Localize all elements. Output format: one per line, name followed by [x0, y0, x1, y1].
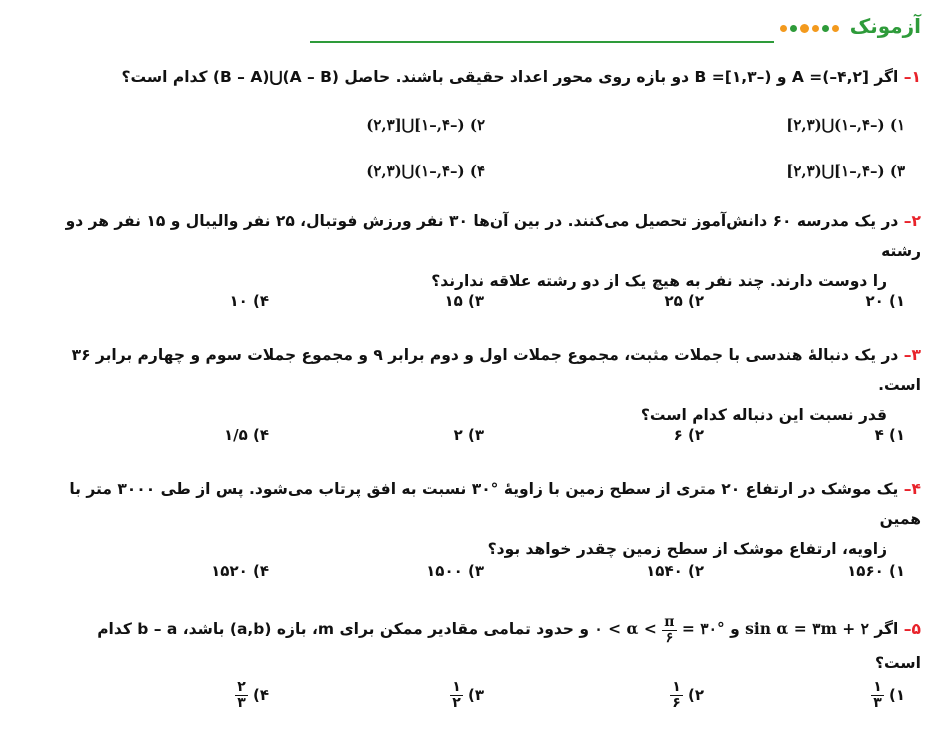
q5-option-4[interactable]	[235, 680, 269, 711]
option-label: ۳)	[467, 686, 484, 704]
q3-option-4[interactable]: ۴) ۱/۵	[223, 426, 269, 444]
option-label: ۲)	[687, 686, 704, 704]
equation-sin: sin α = ۳m + ۲	[745, 619, 869, 638]
fraction-denominator: ۶	[665, 629, 674, 646]
option-fraction: $\frac{۱}{۶}$	[672, 679, 681, 711]
question-line-2: زاویه، ارتفاع موشک از سطح زمین چقدر خواهد بود؟	[487, 540, 887, 558]
q2-option-1[interactable]: ۱) ۲۰	[865, 292, 905, 310]
question-5	[48, 612, 921, 680]
q5-option-3[interactable]	[450, 680, 484, 711]
brand-dots-decoration	[780, 24, 839, 33]
question-3	[48, 340, 921, 430]
fraction-numerator: π	[664, 613, 675, 630]
option-label: ۴)	[252, 686, 269, 704]
question-number: ۳–	[903, 346, 921, 364]
q1-option-1[interactable]: ۱) (–۴,–۱)⋃(۲,۳]	[786, 116, 905, 134]
q4-option-2[interactable]: ۲) ۱۵۴۰	[646, 562, 704, 580]
header-rule	[310, 41, 774, 43]
question-number: ۴–	[903, 480, 921, 498]
question-text-part-1: اگر	[874, 620, 899, 638]
question-1	[48, 62, 921, 92]
option-fraction: $\frac{۲}{۳}$	[237, 679, 246, 711]
option-label: ۱)	[888, 686, 905, 704]
inequality-alpha: ۰ < α < $\frac{\pi}{۶}$ = ۳۰°	[594, 613, 725, 646]
question-4	[48, 474, 921, 564]
question-line-1: یک موشک در ارتفاع ۲۰ متری از سطح زمین با زاویهٔ °۳۰ نسبت به افق پرتاب می‌شود. پس از طی ۳۰۰۰ متر با همین	[69, 480, 921, 528]
question-2	[48, 206, 921, 296]
brand-title: آزمونک	[849, 14, 921, 38]
q1-option-3[interactable]: ۳) (–۴,–۱]⋃(۲,۳]	[786, 162, 905, 180]
q3-option-2[interactable]: ۲) ۶	[673, 426, 704, 444]
q5-option-1[interactable]	[871, 680, 905, 711]
question-text: اگر [۴,۲–)= A و (–۱,۳]= B دو بازه روی محور اعداد حقیقی باشند. حاصل (A – B)⋃(B – A) کدام است؟	[121, 68, 899, 86]
option-fraction: $\frac{۱}{۳}$	[873, 679, 882, 711]
q1-option-4[interactable]: ۴) (–۴,–۱)⋃(۲,۳)	[366, 162, 485, 180]
option-fraction: $\frac{۱}{۲}$	[452, 679, 461, 711]
q5-option-2[interactable]	[670, 680, 704, 711]
q3-option-3[interactable]: ۳) ۲	[453, 426, 484, 444]
question-number: ۵–	[903, 620, 921, 638]
q3-option-1[interactable]: ۱) ۴	[874, 426, 905, 444]
question-line-2: قدر نسبت این دنباله کدام است؟	[640, 406, 887, 424]
q2-option-3[interactable]: ۳) ۱۵	[444, 292, 484, 310]
question-line-2: را دوست دارند. چند نفر به هیچ یک از دو رشته علاقه ندارند؟	[431, 272, 887, 290]
question-number: ۱–	[903, 68, 921, 86]
question-text-part-3: و حدود تمامی مقادیر ممکن برای m، بازه (a,b) باشد، b – a کدام است؟	[97, 620, 921, 672]
q4-option-4[interactable]: ۴) ۱۵۲۰	[211, 562, 269, 580]
q1-option-2[interactable]: ۲) (–۴,–۱]⋃[۲,۳)	[366, 116, 485, 134]
question-number: ۲–	[903, 212, 921, 230]
q2-option-4[interactable]: ۴) ۱۰	[229, 292, 269, 310]
q4-option-3[interactable]: ۳) ۱۵۰۰	[426, 562, 484, 580]
question-text-part-2: و	[730, 620, 740, 638]
question-line-1: در یک مدرسه ۶۰ دانش‌آموز تحصیل می‌کنند. در بین آن‌ها ۳۰ نفر ورزش فوتبال، ۲۵ نفر والیبال و ۱۵ نفر هر دو رشته	[65, 212, 921, 260]
question-line-1: در یک دنبالهٔ هندسی با جملات مثبت، مجموع جملات اول و دوم برابر ۹ و مجموع جملات سوم و چهارم برابر ۳۶ است.	[71, 346, 921, 394]
q4-option-1[interactable]: ۱) ۱۵۶۰	[847, 562, 905, 580]
q2-option-2[interactable]: ۲) ۲۵	[664, 292, 704, 310]
